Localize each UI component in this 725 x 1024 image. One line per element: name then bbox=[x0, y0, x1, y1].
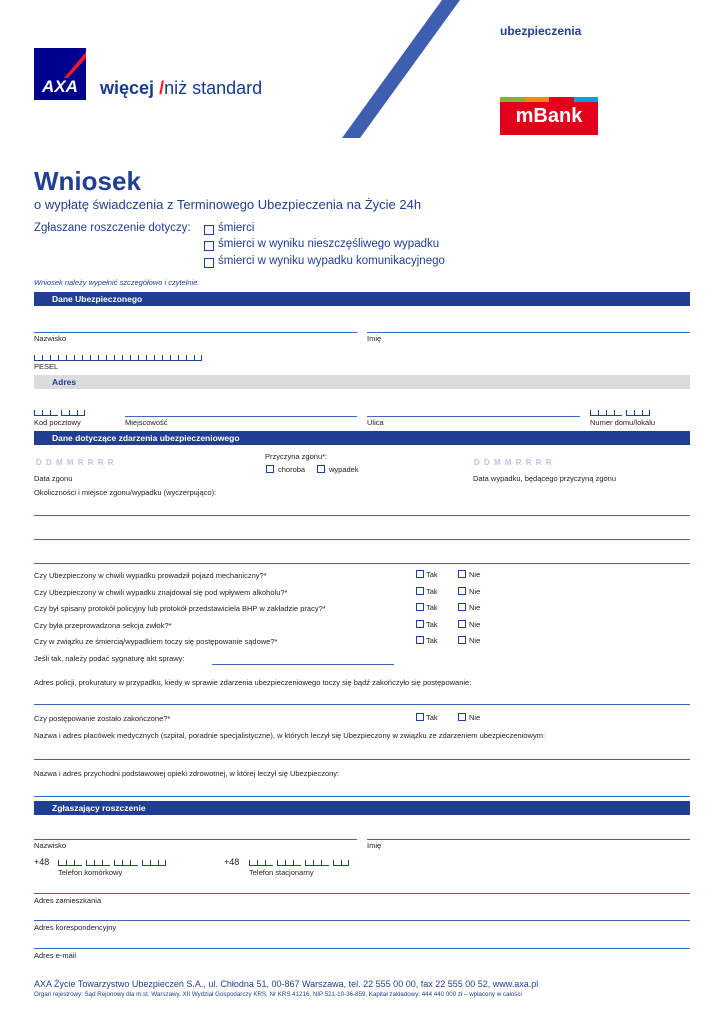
no-checkbox[interactable] bbox=[458, 603, 466, 611]
cause-illness-label: choroba bbox=[278, 465, 306, 474]
cause-accident-checkbox[interactable] bbox=[317, 465, 325, 473]
no-label: Nie bbox=[469, 636, 481, 645]
question-text: Czy był spisany protokół policyjny lub protokół przedstawiciela BHP w zakładzie pracy?* bbox=[34, 604, 326, 613]
email-line[interactable] bbox=[34, 948, 690, 949]
mobile-field[interactable] bbox=[58, 860, 166, 866]
clinic-label: Nazwa i adres przychodni podstawowej opieki zdrowotnej, w której leczył się Ubezpieczony: bbox=[34, 769, 340, 778]
yes-checkbox[interactable] bbox=[416, 603, 424, 611]
claim-option-checkbox[interactable] bbox=[204, 225, 214, 235]
clinic-field[interactable] bbox=[34, 796, 690, 797]
pesel-label: PESEL bbox=[34, 362, 59, 371]
mobile-prefix: +48 bbox=[34, 857, 50, 867]
tagline-slash: / bbox=[159, 78, 165, 98]
page-subtitle: o wypłatę świadczenia z Terminowego Ubezpieczenia na Życie 24h bbox=[34, 197, 422, 212]
question-text: Czy Ubezpieczony w chwili wypadku prowadził pojazd mechaniczny?* bbox=[34, 571, 267, 580]
tagline bbox=[100, 78, 262, 99]
page-title: Wniosek bbox=[34, 166, 141, 196]
police-address-label: Adres policji, prokuratury w przypadku, kiedy w sprawie zdarzenia ubezpieczeniowego toczy się bądź zakończyło się postępowanie: bbox=[34, 678, 472, 687]
no-checkbox[interactable] bbox=[458, 620, 466, 628]
accident-date-field[interactable]: D D M M R R R R bbox=[474, 458, 553, 467]
claim-option-label: śmierci bbox=[218, 222, 255, 234]
city-label: Miejscowość bbox=[125, 418, 168, 427]
street-field[interactable] bbox=[367, 416, 580, 417]
no-checkbox[interactable] bbox=[458, 713, 466, 721]
footer-registry: Organ rejestrowy: Sąd Rejonowy dla m.st. Warszawy, XII Wydział Gospodarczy KRS, Nr KRS 41216, NIP 521-10-36-859, Kapitał zakładowy: 444 440 000 zł – wpłacony w całości bbox=[34, 991, 522, 998]
no-checkbox[interactable] bbox=[458, 636, 466, 644]
no-label: Nie bbox=[469, 713, 481, 722]
case-signature-label: Jeśli tak, należy podać sygnaturę akt sprawy: bbox=[34, 654, 185, 663]
yes-label: Tak bbox=[426, 713, 438, 722]
cause-illness-checkbox[interactable] bbox=[266, 465, 274, 473]
postal-code-label: Kod pocztowy bbox=[34, 418, 81, 427]
landline-prefix: +48 bbox=[224, 857, 240, 867]
surname-field[interactable] bbox=[34, 332, 357, 333]
circumstances-line[interactable] bbox=[34, 563, 690, 564]
tagline-rest: niż standard bbox=[164, 78, 263, 98]
residence-label: Adres zamieszkania bbox=[34, 896, 102, 905]
claim-option-label: śmierci w wyniku wypadku komunikacyjnego bbox=[218, 255, 445, 267]
section-event-header: Dane dotyczące zdarzenia ubezpieczeniowego bbox=[34, 431, 690, 445]
claim-option-checkbox[interactable] bbox=[204, 241, 214, 251]
claimant-name-label: Imię bbox=[367, 841, 382, 850]
medical-facilities-label: Nazwa i adres placówek medycznych (szpital, poradnie specjalistyczne), w których leczył się Ubezpieczony w związku ze zdarzeniem ubezpieczeniowym: bbox=[34, 731, 546, 740]
yes-label: Tak bbox=[426, 570, 438, 579]
yes-label: Tak bbox=[426, 620, 438, 629]
yes-checkbox[interactable] bbox=[416, 570, 424, 578]
yes-checkbox[interactable] bbox=[416, 636, 424, 644]
claimant-surname-label: Nazwisko bbox=[34, 841, 67, 850]
claim-option-label: śmierci w wyniku nieszczęśliwego wypadku bbox=[218, 238, 440, 250]
claimant-surname-field[interactable] bbox=[34, 839, 357, 840]
section-insured-header: Dane Ubezpieczonego bbox=[34, 292, 690, 306]
no-label: Nie bbox=[469, 587, 481, 596]
no-checkbox[interactable] bbox=[458, 587, 466, 595]
house-number-label: Numer domu/lokalu bbox=[590, 418, 656, 427]
surname-label: Nazwisko bbox=[34, 334, 67, 343]
no-label: Nie bbox=[469, 603, 481, 612]
mbank-logo-text: mBank bbox=[515, 105, 583, 127]
street-label: Ulica bbox=[367, 418, 384, 427]
diagonal-stripe bbox=[340, 0, 460, 140]
question-text: Czy była przeprowadzona sekcja zwłok?* bbox=[34, 621, 172, 630]
claim-option-checkbox[interactable] bbox=[204, 258, 214, 268]
question-text: Czy w związku ze śmiercią/wypadkiem toczy się postępowanie sądowe?* bbox=[34, 637, 278, 646]
circumstances-line[interactable] bbox=[34, 515, 690, 516]
police-address-field[interactable] bbox=[34, 704, 690, 705]
city-field[interactable] bbox=[125, 416, 357, 417]
correspondence-label: Adres korespondencyjny bbox=[34, 923, 117, 932]
yes-label: Tak bbox=[426, 587, 438, 596]
house-number-field[interactable] bbox=[590, 410, 650, 416]
section-claimant-header: Zgłaszający roszczenie bbox=[34, 801, 690, 815]
postal-code-field[interactable] bbox=[34, 410, 85, 416]
correspondence-line[interactable] bbox=[34, 920, 690, 921]
medical-facilities-field[interactable] bbox=[34, 759, 690, 760]
question-text: Czy postępowanie zostało zakończone?* bbox=[34, 714, 171, 723]
circumstances-label: Okoliczności i miejsce zgonu/wypadku (wyczerpująco): bbox=[34, 488, 217, 497]
claimant-name-field[interactable] bbox=[367, 839, 690, 840]
death-date-field[interactable]: D D M M R R R R bbox=[36, 458, 115, 467]
section-address-header: Adres bbox=[34, 375, 690, 389]
email-label: Adres e-mail bbox=[34, 951, 77, 960]
cause-accident-label: wypadek bbox=[329, 465, 359, 474]
death-date-label: Data zgonu bbox=[34, 474, 73, 483]
accident-date-label: Data wypadku, będącego przyczyną zgonu bbox=[473, 474, 617, 483]
axa-logo bbox=[34, 48, 86, 100]
no-checkbox[interactable] bbox=[458, 570, 466, 578]
circumstances-line[interactable] bbox=[34, 539, 690, 540]
yes-checkbox[interactable] bbox=[416, 713, 424, 721]
case-signature-field[interactable] bbox=[212, 664, 394, 665]
cause-label: Przyczyna zgonu*: bbox=[265, 452, 328, 461]
landline-label: Telefon stacjonarny bbox=[249, 868, 314, 877]
mbank-logo-stripes bbox=[500, 97, 598, 102]
question-text: Czy Ubezpieczony w chwili wypadku znajdował się pod wpływem alkoholu?* bbox=[34, 588, 288, 597]
name-label: Imię bbox=[367, 334, 382, 343]
footer-company: AXA Życie Towarzystwo Ubezpieczeń S.A., ul. Chłodna 51, 00-867 Warszawa, tel. 22 555 00 00, fax 22 555 00 52, www.axa.pl bbox=[34, 979, 539, 989]
mobile-label: Telefon komórkowy bbox=[58, 868, 123, 877]
name-field[interactable] bbox=[367, 332, 690, 333]
svg-text:AXA: AXA bbox=[42, 77, 78, 96]
yes-checkbox[interactable] bbox=[416, 620, 424, 628]
mbank-logo bbox=[500, 97, 598, 135]
yes-label: Tak bbox=[426, 603, 438, 612]
yes-label: Tak bbox=[426, 636, 438, 645]
fill-note: Wniosek należy wypełnić szczegółowo i czytelnie. bbox=[34, 278, 200, 287]
pesel-field[interactable] bbox=[34, 355, 202, 361]
claim-label: Zgłaszane roszczenie dotyczy: bbox=[34, 222, 191, 234]
tagline-bold: więcej bbox=[100, 78, 155, 98]
residence-line[interactable] bbox=[34, 893, 690, 894]
yes-checkbox[interactable] bbox=[416, 587, 424, 595]
brand-top: ubezpieczenia bbox=[500, 24, 582, 38]
landline-field[interactable] bbox=[249, 860, 349, 866]
no-label: Nie bbox=[469, 570, 481, 579]
no-label: Nie bbox=[469, 620, 481, 629]
